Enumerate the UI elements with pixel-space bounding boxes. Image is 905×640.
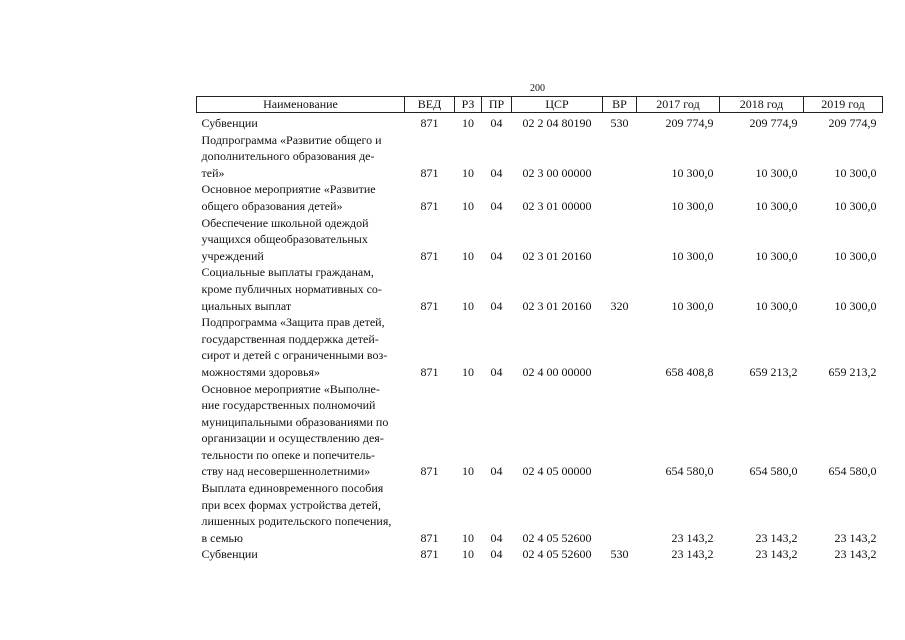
- vr-cell: 320: [610, 298, 629, 313]
- amount-2019-cell: 10 300,0: [834, 298, 877, 313]
- amount-2019-cell: 10 300,0: [834, 165, 877, 180]
- item-name-line: Социальные выплаты гражданам,: [201, 265, 374, 280]
- rz-cell: 10: [462, 116, 474, 130]
- amount-2019-cell: 10 300,0: [834, 198, 877, 213]
- item-name-cell: [197, 181, 405, 214]
- item-name-line: ству над несовершеннолетними»: [201, 464, 371, 479]
- item-name-line: общего образования детей»: [201, 198, 343, 213]
- table-row: [197, 381, 883, 481]
- amount-2017-cell: 658 408,8: [665, 364, 714, 379]
- item-name-line: учащихся общеобразовательных: [201, 232, 368, 247]
- amount-2018-cell: 10 300,0: [755, 165, 798, 180]
- table-row: [197, 215, 883, 265]
- ved-cell: 871: [420, 116, 439, 130]
- ved-cell: 871: [420, 198, 439, 213]
- ved-cell: 871: [420, 298, 439, 313]
- table-row: [197, 546, 883, 563]
- amount-2018-cell: 23 143,2: [755, 530, 798, 545]
- rz-cell: 10: [462, 547, 474, 562]
- item-name-line: кроме публичных нормативных со-: [201, 281, 382, 296]
- table-row: [197, 480, 883, 546]
- item-name-line: в семью: [201, 530, 243, 545]
- amount-2017-cell: 10 300,0: [671, 165, 714, 180]
- amount-2017-cell: 10 300,0: [671, 198, 714, 213]
- item-name-cell: [197, 480, 405, 546]
- item-name-line: тей»: [201, 165, 225, 180]
- ved-cell: 871: [420, 530, 439, 545]
- item-name-line: муниципальными образованиями по: [201, 414, 389, 429]
- amount-2019-cell: 659 213,2: [828, 364, 877, 379]
- table-body: [197, 113, 883, 564]
- item-name-line: сирот и детей с ограниченными воз-: [201, 348, 388, 363]
- vr-cell: [603, 132, 637, 182]
- rz-cell: 10: [462, 298, 474, 313]
- csr-cell: 02 4 05 52600: [522, 547, 592, 562]
- pr-cell: 04: [490, 165, 503, 180]
- amount-2018-cell: 10 300,0: [755, 298, 798, 313]
- amount-2017-cell: 10 300,0: [671, 248, 714, 263]
- amount-2017-cell: 654 580,0: [665, 464, 714, 479]
- item-name-cell: [197, 264, 405, 314]
- amount-2019-cell: 654 580,0: [828, 464, 877, 479]
- vr-cell: 530: [610, 547, 629, 562]
- table-row: [197, 264, 883, 314]
- amount-2018-cell: 10 300,0: [755, 248, 798, 263]
- item-name-line: можностями здоровья»: [201, 364, 321, 379]
- budget-table: [196, 96, 883, 563]
- csr-cell: 02 4 05 00000: [522, 464, 592, 479]
- page-number: 200: [530, 83, 545, 94]
- pr-cell: 04: [490, 464, 503, 479]
- header-2018: 2018 год: [720, 97, 804, 113]
- amount-2017-cell: 10 300,0: [671, 298, 714, 313]
- amount-2019-cell: 10 300,0: [834, 248, 877, 263]
- csr-cell: 02 3 01 00000: [522, 198, 592, 213]
- pr-cell: 04: [490, 198, 503, 213]
- csr-cell: 02 3 01 20160: [522, 248, 592, 263]
- table-row: [197, 181, 883, 214]
- csr-cell: 02 4 00 00000: [522, 364, 592, 379]
- csr-cell: 02 2 04 80190: [522, 116, 592, 130]
- item-name-line: организации и осуществлению дея-: [201, 431, 384, 446]
- item-name-line: Подпрограмма «Развитие общего и: [201, 132, 382, 147]
- vr-cell: 530: [610, 116, 629, 130]
- ved-cell: 871: [420, 165, 439, 180]
- item-name-line: лишенных родительского попечения,: [201, 514, 392, 529]
- item-name-line: тельности по опеке и попечитель-: [201, 447, 376, 462]
- ved-cell: 871: [420, 464, 439, 479]
- rz-cell: 10: [462, 364, 474, 379]
- item-name-line: Обеспечение школьной одеждой: [201, 215, 369, 230]
- item-name-cell: [197, 132, 405, 182]
- amount-2018-cell: 654 580,0: [749, 464, 798, 479]
- item-name-cell: [197, 314, 405, 380]
- amount-2018-cell: 10 300,0: [755, 198, 798, 213]
- amount-2019-cell: 23 143,2: [834, 530, 877, 545]
- amount-2019-cell: 209 774,9: [828, 116, 877, 130]
- amount-2017-cell: 23 143,2: [671, 530, 714, 545]
- item-name-cell: [197, 113, 405, 132]
- item-name-line: Основное мероприятие «Выполне-: [201, 381, 380, 396]
- pr-cell: 04: [490, 116, 503, 130]
- rz-cell: 10: [462, 530, 474, 545]
- item-name-line: Основное мероприятие «Развитие: [201, 182, 376, 197]
- csr-cell: 02 4 05 52600: [522, 530, 592, 545]
- item-name-line: ние государственных полномочий: [201, 398, 376, 413]
- rz-cell: 10: [462, 198, 474, 213]
- vr-cell: [603, 181, 637, 214]
- csr-cell: 02 3 00 00000: [522, 165, 592, 180]
- item-name-cell: [197, 546, 405, 563]
- pr-cell: 04: [490, 530, 503, 545]
- pr-cell: 04: [490, 298, 503, 313]
- vr-cell: [603, 215, 637, 265]
- vr-cell: [603, 314, 637, 380]
- csr-cell: 02 3 01 20160: [522, 298, 592, 313]
- table-header-row: [197, 97, 883, 113]
- amount-2017-cell: 23 143,2: [671, 547, 714, 562]
- header-name: Наименование: [197, 97, 405, 113]
- amount-2018-cell: 23 143,2: [755, 547, 798, 562]
- amount-2018-cell: 659 213,2: [749, 364, 798, 379]
- item-name-line: Субвенции: [201, 116, 258, 130]
- rz-cell: 10: [462, 165, 474, 180]
- header-vr: ВР: [603, 97, 637, 113]
- item-name-line: государственная поддержка детей-: [201, 331, 379, 346]
- item-name-cell: [197, 381, 405, 481]
- pr-cell: 04: [490, 547, 503, 562]
- item-name-line: Субвенции: [201, 547, 258, 562]
- item-name-line: при всех формах устройства детей,: [201, 497, 381, 512]
- header-csr: ЦСР: [512, 97, 603, 113]
- item-name-line: Выплата единовременного пособия: [201, 481, 384, 496]
- vr-cell: [603, 480, 637, 546]
- rz-cell: 10: [462, 464, 474, 479]
- table-row: [197, 132, 883, 182]
- header-pr: ПР: [482, 97, 512, 113]
- rz-cell: 10: [462, 248, 474, 263]
- header-2017: 2017 год: [637, 97, 720, 113]
- header-rz: РЗ: [455, 97, 482, 113]
- header-2019: 2019 год: [804, 97, 883, 113]
- table-row: [197, 314, 883, 380]
- item-name-cell: [197, 215, 405, 265]
- amount-2017-cell: 209 774,9: [665, 116, 714, 130]
- header-ved: ВЕД: [405, 97, 455, 113]
- ved-cell: 871: [420, 364, 439, 379]
- amount-2019-cell: 23 143,2: [834, 547, 877, 562]
- ved-cell: 871: [420, 248, 439, 263]
- table-row: [197, 113, 883, 132]
- item-name-line: учреждений: [201, 248, 264, 263]
- item-name-line: циальных выплат: [201, 298, 292, 313]
- pr-cell: 04: [490, 248, 503, 263]
- amount-2018-cell: 209 774,9: [749, 116, 798, 130]
- ved-cell: 871: [420, 547, 439, 562]
- pr-cell: 04: [490, 364, 503, 379]
- item-name-line: дополнительного образования де-: [201, 149, 375, 164]
- item-name-line: Подпрограмма «Защита прав детей,: [201, 315, 385, 330]
- vr-cell: [603, 381, 637, 481]
